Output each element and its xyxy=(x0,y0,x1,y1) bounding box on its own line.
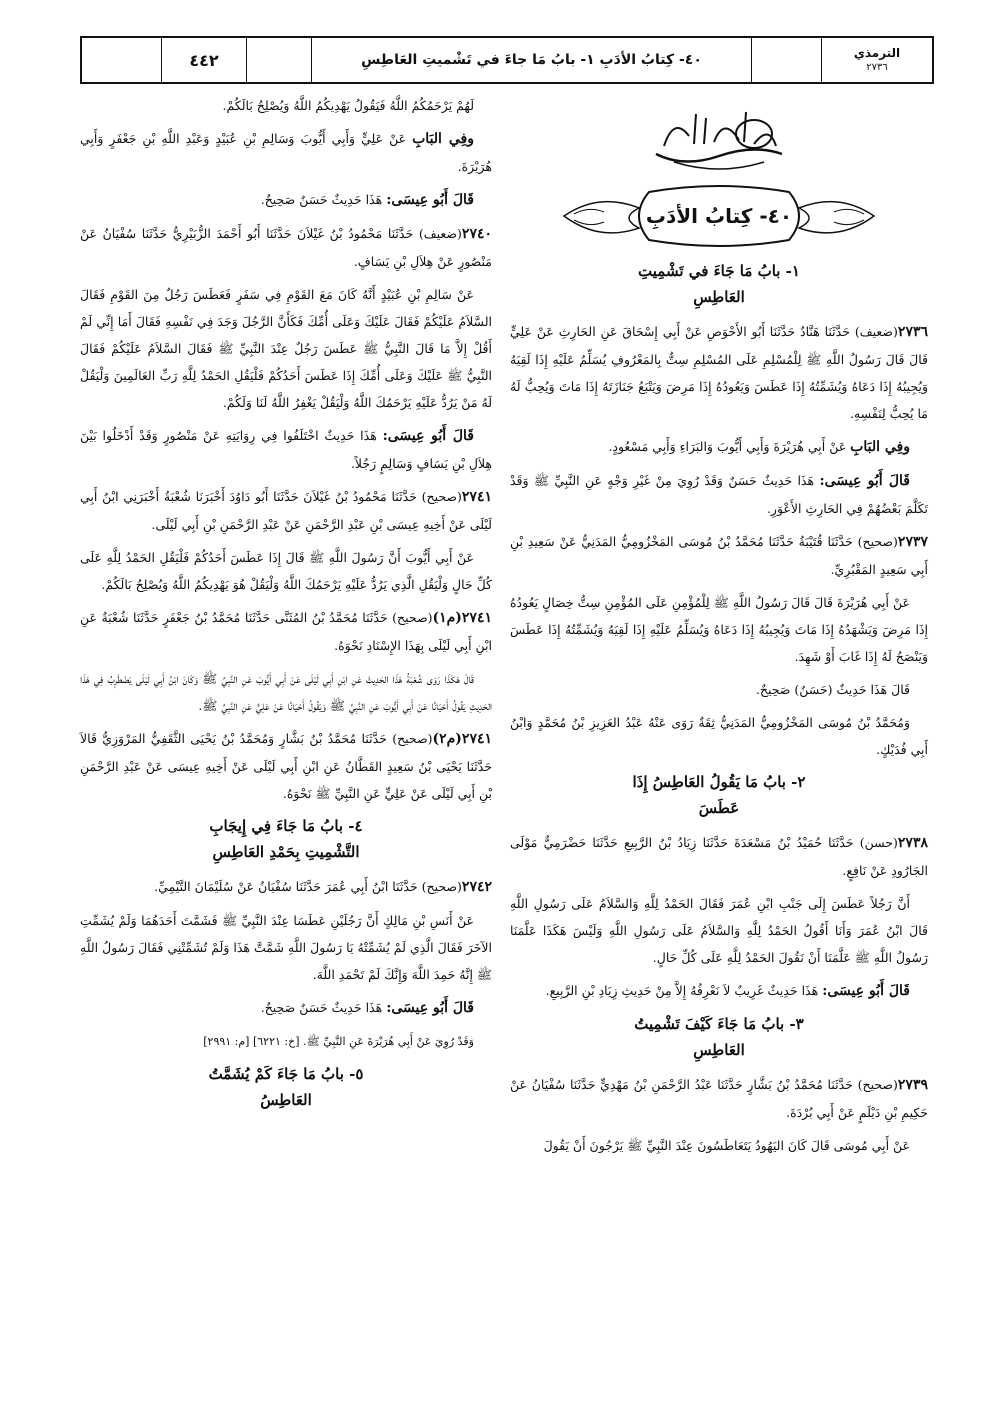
hadith-isnad: حَدَّثَنَا حُمَيْدُ بْنُ مَسْعَدَةَ حَدَّثَنَا زِيَادُ بْنُ الرَّبِيعِ حَدَّثَنَا حَضْرَمِيٌّ مَوْلَى الجَارُودِ عَنْ نَافِعٍ. xyxy=(510,835,928,878)
bab-text: عَنْ أَبِي هُرَيْرَةَ وَأَبِي أَيُّوبَ وَالبَرَاءِ وَأَبِي مَسْعُودٍ. xyxy=(608,439,847,454)
header-blank-cell xyxy=(247,38,312,82)
abu-isa-lead: قَالَ أَبُو عِيسَى: xyxy=(819,473,910,489)
chapter-title: ١- بابُ مَا جَاءَ في تَشْمِيتِ xyxy=(638,262,800,280)
hadith-range: ٢٧٣٦ xyxy=(866,62,888,74)
hadith-grade: (صحيح) xyxy=(392,731,433,746)
left-column xyxy=(80,92,492,1121)
abu-isa-comment xyxy=(510,467,928,522)
hadith-2741-m2 xyxy=(80,725,492,807)
hadith-matn: عَنْ أَبِي هُرَيْرَةَ قَالَ قَالَ رَسُولُ اللَّهِ ﷺ لِلْمُؤْمِنِ عَلَى المُؤْمِنِ سِتُّ خِصَالٍ يَعُودُهُ إِذَا مَرِضَ وَيَشْهَدُهُ إِذَا مَاتَ وَيُجِيبُهُ إِذَا دَعَاهُ وَيُسَلِّمُ عَلَيْهِ إِذَا لَقِيَهُ وَيُشَمِّتُهُ إِذَا عَطَسَ وَيَنْصَحُ لَهُ إِذَا غَابَ أَوْ شَهِدَ. xyxy=(510,595,928,664)
comment-text: هَذَا حَدِيثٌ غَرِيبٌ لاَ نَعْرِفُهُ إِلاَّ مِنْ حَدِيثِ زِيَادِ بْنِ الرَّبِيعِ. xyxy=(545,983,819,998)
hadith-number: ٢٧٣٦ xyxy=(897,324,928,340)
hadith-text: حَدَّثَنَا هَنَّادٌ حَدَّثَنَا أَبُو الأَحْوَصِ عَنْ أَبِي إِسْحَاقَ عَنِ الحَارِثِ عَنْ عَلِيٍّ قَالَ قَالَ رَسُولُ اللَّهِ ﷺ لِلْمُسْلِمِ عَلَى المُسْلِمِ سِتٌّ بِالمَعْرُوفِ يُسَلِّمُ عَلَيْهِ إِذَا لَقِيَهُ وَيُجِيبُهُ إِذَا دَعَاهُ وَيُشَمِّتُهُ إِذَا عَطَسَ وَيَعُودُهُ إِذَا مَرِضَ وَيَتْبَعُ جَنَازَتَهُ إِذَا مَاتَ وَيُحِبُّ لَهُ مَا يُحِبُّ لِنَفْسِهِ. xyxy=(510,324,928,421)
chapter-heading-2 xyxy=(510,769,928,821)
hadith-2739 xyxy=(510,1071,928,1126)
bab-text: عَنْ عَلِيٍّ وَأَبِي أَيُّوبَ وَسَالِمِ بْنِ عُبَيْدٍ وَعَبْدِ اللَّهِ بْنِ جَعْفَرٍ وَأَبِي هُرَيْرَةَ. xyxy=(80,131,492,174)
header-blank-cell xyxy=(82,38,162,82)
hadith-grade: (ضعيف) xyxy=(418,226,462,241)
cross-references: [خ: ٦٢٢١] [م: ٢٩٩١] xyxy=(203,1035,300,1048)
abu-isa-comment xyxy=(80,994,492,1022)
book-reference xyxy=(822,38,932,82)
hadith-2741-m1 xyxy=(80,604,492,659)
hadith-grade: (صحيح) xyxy=(421,879,462,894)
hadith-number: ٢٧٤٠ xyxy=(461,226,492,242)
hadith-matn: عَنْ سَالِمِ بْنِ عُبَيْدٍ أَنَّهُ كَانَ مَعَ القَوْمِ فِي سَفَرٍ فَعَطَسَ رَجُلٌ مِنَ القَوْمِ فَقَالَ السَّلاَمُ عَلَيْكُمْ فَقَالَ عَلَيْكَ وَعَلَى أُمِّكَ فَكَأَنَّ الرَّجُلَ وَجَدَ فِي نَفْسِهِ فَقَالَ أَمَا إِنِّي لَمْ أَقُلْ إِلاَّ مَا قَالَ النَّبِيُّ ﷺ عَطَسَ رَجُلٌ عِنْدَ النَّبِيِّ ﷺ فَقَالَ السَّلاَمُ عَلَيْكُمْ فَقَالَ النَّبِيُّ ﷺ عَلَيْكَ وَعَلَى أُمِّكَ إِذَا عَطَسَ أَحَدُكُمْ فَلْيَقُلِ الحَمْدُ لِلَّهِ رَبِّ العَالَمِينَ وَلْيَقُلْ لَهُ مَنْ يَرُدُّ عَلَيْهِ يَرْحَمُكَ اللَّهُ وَلْيَقُلْ يَغْفِرُ اللَّهُ لَنَا وَلَكُمْ. xyxy=(80,287,492,410)
hadith-number: ٢٧٤١ xyxy=(461,489,492,505)
hadith-number: ٢٧٣٨ xyxy=(897,835,928,851)
hadith-number: ٢٧٣٩ xyxy=(897,1077,928,1093)
chapter-title-line2: العَاطِسِ xyxy=(693,288,745,306)
hadith-matn: قَالَ هَكَذَا رَوَى شُعْبَةُ هَذَا الحَدِيثَ عَنِ ابْنِ أَبِي لَيْلَى عَنْ أَبِي أَيُّوبَ عَنِ النَّبِيِّ ﷺ وَكَانَ ابْنُ أَبِي لَيْلَى يَضْطَرِبُ فِي هَذَا الحَدِيثِ يَقُولُ أَحْيَانًا عَنْ أَبِي أَيُّوبَ عَنِ النَّبِيِّ ﷺ وَيَقُولُ أَحْيَانًا عَنْ عَلِيٍّ عَنِ النَّبِيِّ ﷺ. xyxy=(80,671,492,713)
hadith-2736 xyxy=(510,318,928,427)
hadith-matn: عَنْ أَنَسِ بْنِ مَالِكٍ أَنَّ رَجُلَيْنِ عَطَسَا عِنْدَ النَّبِيِّ ﷺ فَشَمَّتَ أَحَدَهُمَا وَلَمْ يُشَمِّتِ الآخَرَ فَقَالَ الَّذِي لَمْ يُشَمِّتْهُ يَا رَسُولَ اللَّهِ شَمَّتَّ هَذَا وَلَمْ تُشَمِّتْنِي فَقَالَ رَسُولُ اللَّهِ ﷺ إِنَّهُ حَمِدَ اللَّهَ وَإِنَّكَ لَمْ تَحْمَدِ اللَّهَ. xyxy=(80,913,492,982)
hadith-isnad: حَدَّثَنَا ابْنُ أَبِي عُمَرَ حَدَّثَنَا سُفْيَانُ عَنْ سُلَيْمَانَ التَّيْمِيِّ. xyxy=(154,879,418,894)
running-title: ٤٠- كِتابُ الأدَبِ ١- بابُ مَا جاءَ في تَشْميتِ العَاطِسِ xyxy=(312,38,752,82)
abu-isa-comment xyxy=(80,422,492,477)
bab-lead: وفِي البَابِ xyxy=(850,439,910,455)
chapter-title: ٥- بابُ مَا جَاءَ كَمْ يُشَمَّتُ xyxy=(208,1065,364,1083)
hadith-matn: عَنْ أَبِي مُوسَى قَالَ كَانَ اليَهُودُ يَتَعَاطَسُونَ عِنْدَ النَّبِيِّ ﷺ يَرْجُونَ أَنْ يَقُولَ xyxy=(543,1138,910,1153)
hadith-grade: (ضعيف) xyxy=(854,324,898,339)
chapter-heading-4 xyxy=(80,813,492,865)
comment-text: هَذَا حَدِيثٌ حَسَنٌ وَقَدْ رُوِيَ مِنْ غَيْرِ وَجْهٍ عَنِ النَّبِيِّ ﷺ وَقَدْ تَكَلَّمَ بَعْضُهُمْ فِي الحَارِثِ الأَعْوَرِ. xyxy=(510,473,928,516)
note-text: وَقَدْ رُوِيَ عَنْ أَبِي هُرَيْرَةَ عَنِ النَّبِيِّ ﷺ. xyxy=(303,1035,474,1048)
hadith-2741 xyxy=(80,483,492,538)
chapter-heading-1 xyxy=(510,258,928,310)
hadith-2738 xyxy=(510,829,928,884)
chapter-title-line2: العَاطِسُ xyxy=(260,1091,312,1109)
chapter-title: ٢- بابُ مَا يَقُولُ العَاطِسُ إِذَا xyxy=(632,773,806,791)
abu-isa-lead: قَالَ أَبُو عِيسَى: xyxy=(386,1000,474,1016)
chapter-title-line2: العَاطِسِ xyxy=(693,1041,745,1059)
hadith-isnad: حَدَّثَنَا مَحْمُودُ بْنُ غَيْلاَنَ حَدَّثَنَا أَبُو أَحْمَدَ الزُّبَيْرِيُّ حَدَّثَنَا سُفْيَانُ عَنْ مَنْصُورٍ عَنْ هِلاَلِ بْنِ يَسَافٍ. xyxy=(80,226,492,269)
chapter-title-line2: التَّشْمِيتِ بِحَمْدِ العَاطِسِ xyxy=(212,843,360,861)
hadith-isnad: حَدَّثَنَا مُحَمَّدُ بْنُ بَشَّارٍ حَدَّثَنَا عَبْدُ الرَّحْمَنِ بْنُ مَهْدِيٍّ حَدَّثَنَا سُفْيَانُ عَنْ حَكِيمِ بْنِ دَيْلَمٍ عَنْ أَبِي بُرْدَةَ. xyxy=(510,1077,928,1120)
chapter-heading-5 xyxy=(80,1061,492,1113)
kitab-title: ٤٠- كِتابُ الأدَبِ xyxy=(645,203,793,228)
hadith-note: قَالَ هَذَا حَدِيثٌ (حَسَنٌ) صَحِيحٌ. xyxy=(755,682,910,697)
hadith-2740 xyxy=(80,220,492,275)
abu-isa-lead: قَالَ أَبُو عِيسَى: xyxy=(382,428,474,444)
basmala-calligraphy-icon xyxy=(644,96,794,176)
hadith-grade: (حسن) xyxy=(859,835,898,850)
bab-note xyxy=(510,433,928,461)
hadith-number: ٢٧٤١(م١) xyxy=(432,610,492,626)
hadith-matn: عَنْ أَبِي أَيُّوبَ أَنَّ رَسُولَ اللَّهِ ﷺ قَالَ إِذَا عَطَسَ أَحَدُكُمْ فَلْيَقُلِ الحَمْدُ لِلَّهِ عَلَى كُلِّ حَالٍ وَلْيَقُلِ الَّذِي يَرُدُّ عَلَيْهِ يَرْحَمُكَ اللَّهُ وَلْيَقُلْ هُوَ يَهْدِيكُمُ اللَّهُ وَيُصْلِحُ بَالَكُمْ. xyxy=(80,550,492,592)
page-header xyxy=(80,36,934,84)
hadith-number: ٢٧٤١(م٢) xyxy=(432,731,492,747)
hadith-isnad: حَدَّثَنَا مَحْمُودُ بْنُ غَيْلاَنَ حَدَّثَنَا أَبُو دَاوُدَ أَخْبَرَنَا شُعْبَةُ أَخْبَرَنِي ابْنُ أَبِي لَيْلَى عَنْ أَخِيهِ عِيسَى بْنِ عَبْدِ الرَّحْمَنِ عَنْ عَبْدِ الرَّحْمَنِ بْنِ أَبِي لَيْلَى. xyxy=(80,489,492,532)
book-name: الترمذي xyxy=(853,45,901,60)
abu-isa-lead: قَالَ أَبُو عِيسَى: xyxy=(386,192,474,208)
right-column xyxy=(510,92,928,1165)
bab-lead: وفِي البَابِ xyxy=(412,131,474,147)
abu-isa-comment xyxy=(80,186,492,214)
chapter-title: ٤- بابُ مَا جَاءَ فِي إِيجَابِ xyxy=(209,817,363,835)
kitab-title-frame xyxy=(559,184,879,248)
header-blank-cell xyxy=(752,38,822,82)
hadith-2737 xyxy=(510,528,928,583)
chapter-title-line2: عَطَسَ xyxy=(698,799,740,817)
page-number: ٤٤٢ xyxy=(162,38,247,82)
hadith-isnad: حَدَّثَنَا مُحَمَّدُ بْنُ المُثَنَّى حَدَّثَنَا مُحَمَّدُ بْنُ جَعْفَرٍ حَدَّثَنَا شُعْبَةُ عَنِ ابْنِ أَبِي لَيْلَى بِهَذَا الإِسْنَادِ نَحْوَهُ. xyxy=(80,610,492,653)
chapter-heading-3 xyxy=(510,1011,928,1063)
abu-isa-comment xyxy=(510,977,928,1005)
reference-note xyxy=(80,1028,492,1055)
abu-isa-lead: قَالَ أَبُو عِيسَى: xyxy=(822,983,910,999)
hadith-grade: (صحيح) xyxy=(857,534,898,549)
hadith-grade: (صحيح) xyxy=(392,610,433,625)
hadith-grade: (صحيح) xyxy=(857,1077,898,1092)
hadith-isnad: حَدَّثَنَا قُتَيْبَةُ حَدَّثَنَا مُحَمَّدُ بْنُ مُوسَى المَخْزُومِيُّ المَدَنِيُّ عَنْ سَعِيدِ بْنِ أَبِي سَعِيدٍ المَقْبُرِيِّ. xyxy=(510,534,928,577)
hadith-number: ٢٧٣٧ xyxy=(897,534,928,550)
comment-text: هَذَا حَدِيثٌ حَسَنٌ صَحِيحٌ. xyxy=(260,192,383,207)
hadith-matn: أَنَّ رَجُلاً عَطَسَ إِلَى جَنْبِ ابْنِ عُمَرَ فَقَالَ الحَمْدُ لِلَّهِ وَالسَّلاَمُ عَلَى رَسُولِ اللَّهِ قَالَ ابْنُ عُمَرَ وَأَنَا أَقُولُ الحَمْدُ لِلَّهِ وَالسَّلاَمُ عَلَى رَسُولِ اللَّهِ وَلَيْسَ هَكَذَا عَلَّمَنَا رَسُولُ اللَّهِ ﷺ عَلَّمَنَا أَنْ نَقُولَ الحَمْدُ لِلَّهِ عَلَى كُلِّ حَالٍ. xyxy=(510,896,928,965)
bab-note xyxy=(80,125,492,180)
hadith-number: ٢٧٤٢ xyxy=(461,879,492,895)
hadith-isnad: حَدَّثَنَا مُحَمَّدُ بْنُ بَشَّارٍ وَمُحَمَّدُ بْنُ يَحْيَى الثَّقَفِيُّ المَرْوَزِيُّ قَالاَ حَدَّثَنَا يَحْيَى بْنُ سَعِيدٍ القَطَّانُ عَنِ ابْنِ أَبِي لَيْلَى عَنْ أَخِيهِ عِيسَى عَنْ عَبْدِ الرَّحْمَنِ بْنِ أَبِي لَيْلَى عَنْ عَلِيٍّ عَنِ النَّبِيِّ ﷺ نَحْوَهُ. xyxy=(80,731,492,801)
hadith-grade: (صحيح) xyxy=(421,489,462,504)
hadith-2742 xyxy=(80,873,492,901)
hadith-note: وَمُحَمَّدُ بْنُ مُوسَى المَخْزُومِيُّ المَدَنِيُّ ثِقَةٌ رَوَى عَنْهُ عَبْدُ العَزِيزِ بْنُ مُحَمَّدٍ وَابْنُ أَبِي فُدَيْكٍ. xyxy=(510,715,928,757)
comment-text: هَذَا حَدِيثٌ اخْتَلَفُوا فِي رِوَايَتِهِ عَنْ مَنْصُورٍ وَقَدْ أَدْخَلُوا بَيْنَ هِلاَلِ بْنِ يَسَافٍ وَسَالِمٍ رَجُلاً. xyxy=(80,428,492,471)
continued-text: لَهُمْ يَرْحَمُكُمُ اللَّهُ فَيَقُولُ يَهْدِيكُمُ اللَّهُ وَيُصْلِحُ بَالَكُمْ. xyxy=(222,98,474,113)
chapter-title: ٣- بابُ مَا جَاءَ كَيْفَ تَشْمِيتُ xyxy=(634,1015,804,1033)
comment-text: هَذَا حَدِيثٌ حَسَنٌ صَحِيحٌ. xyxy=(260,1000,383,1015)
